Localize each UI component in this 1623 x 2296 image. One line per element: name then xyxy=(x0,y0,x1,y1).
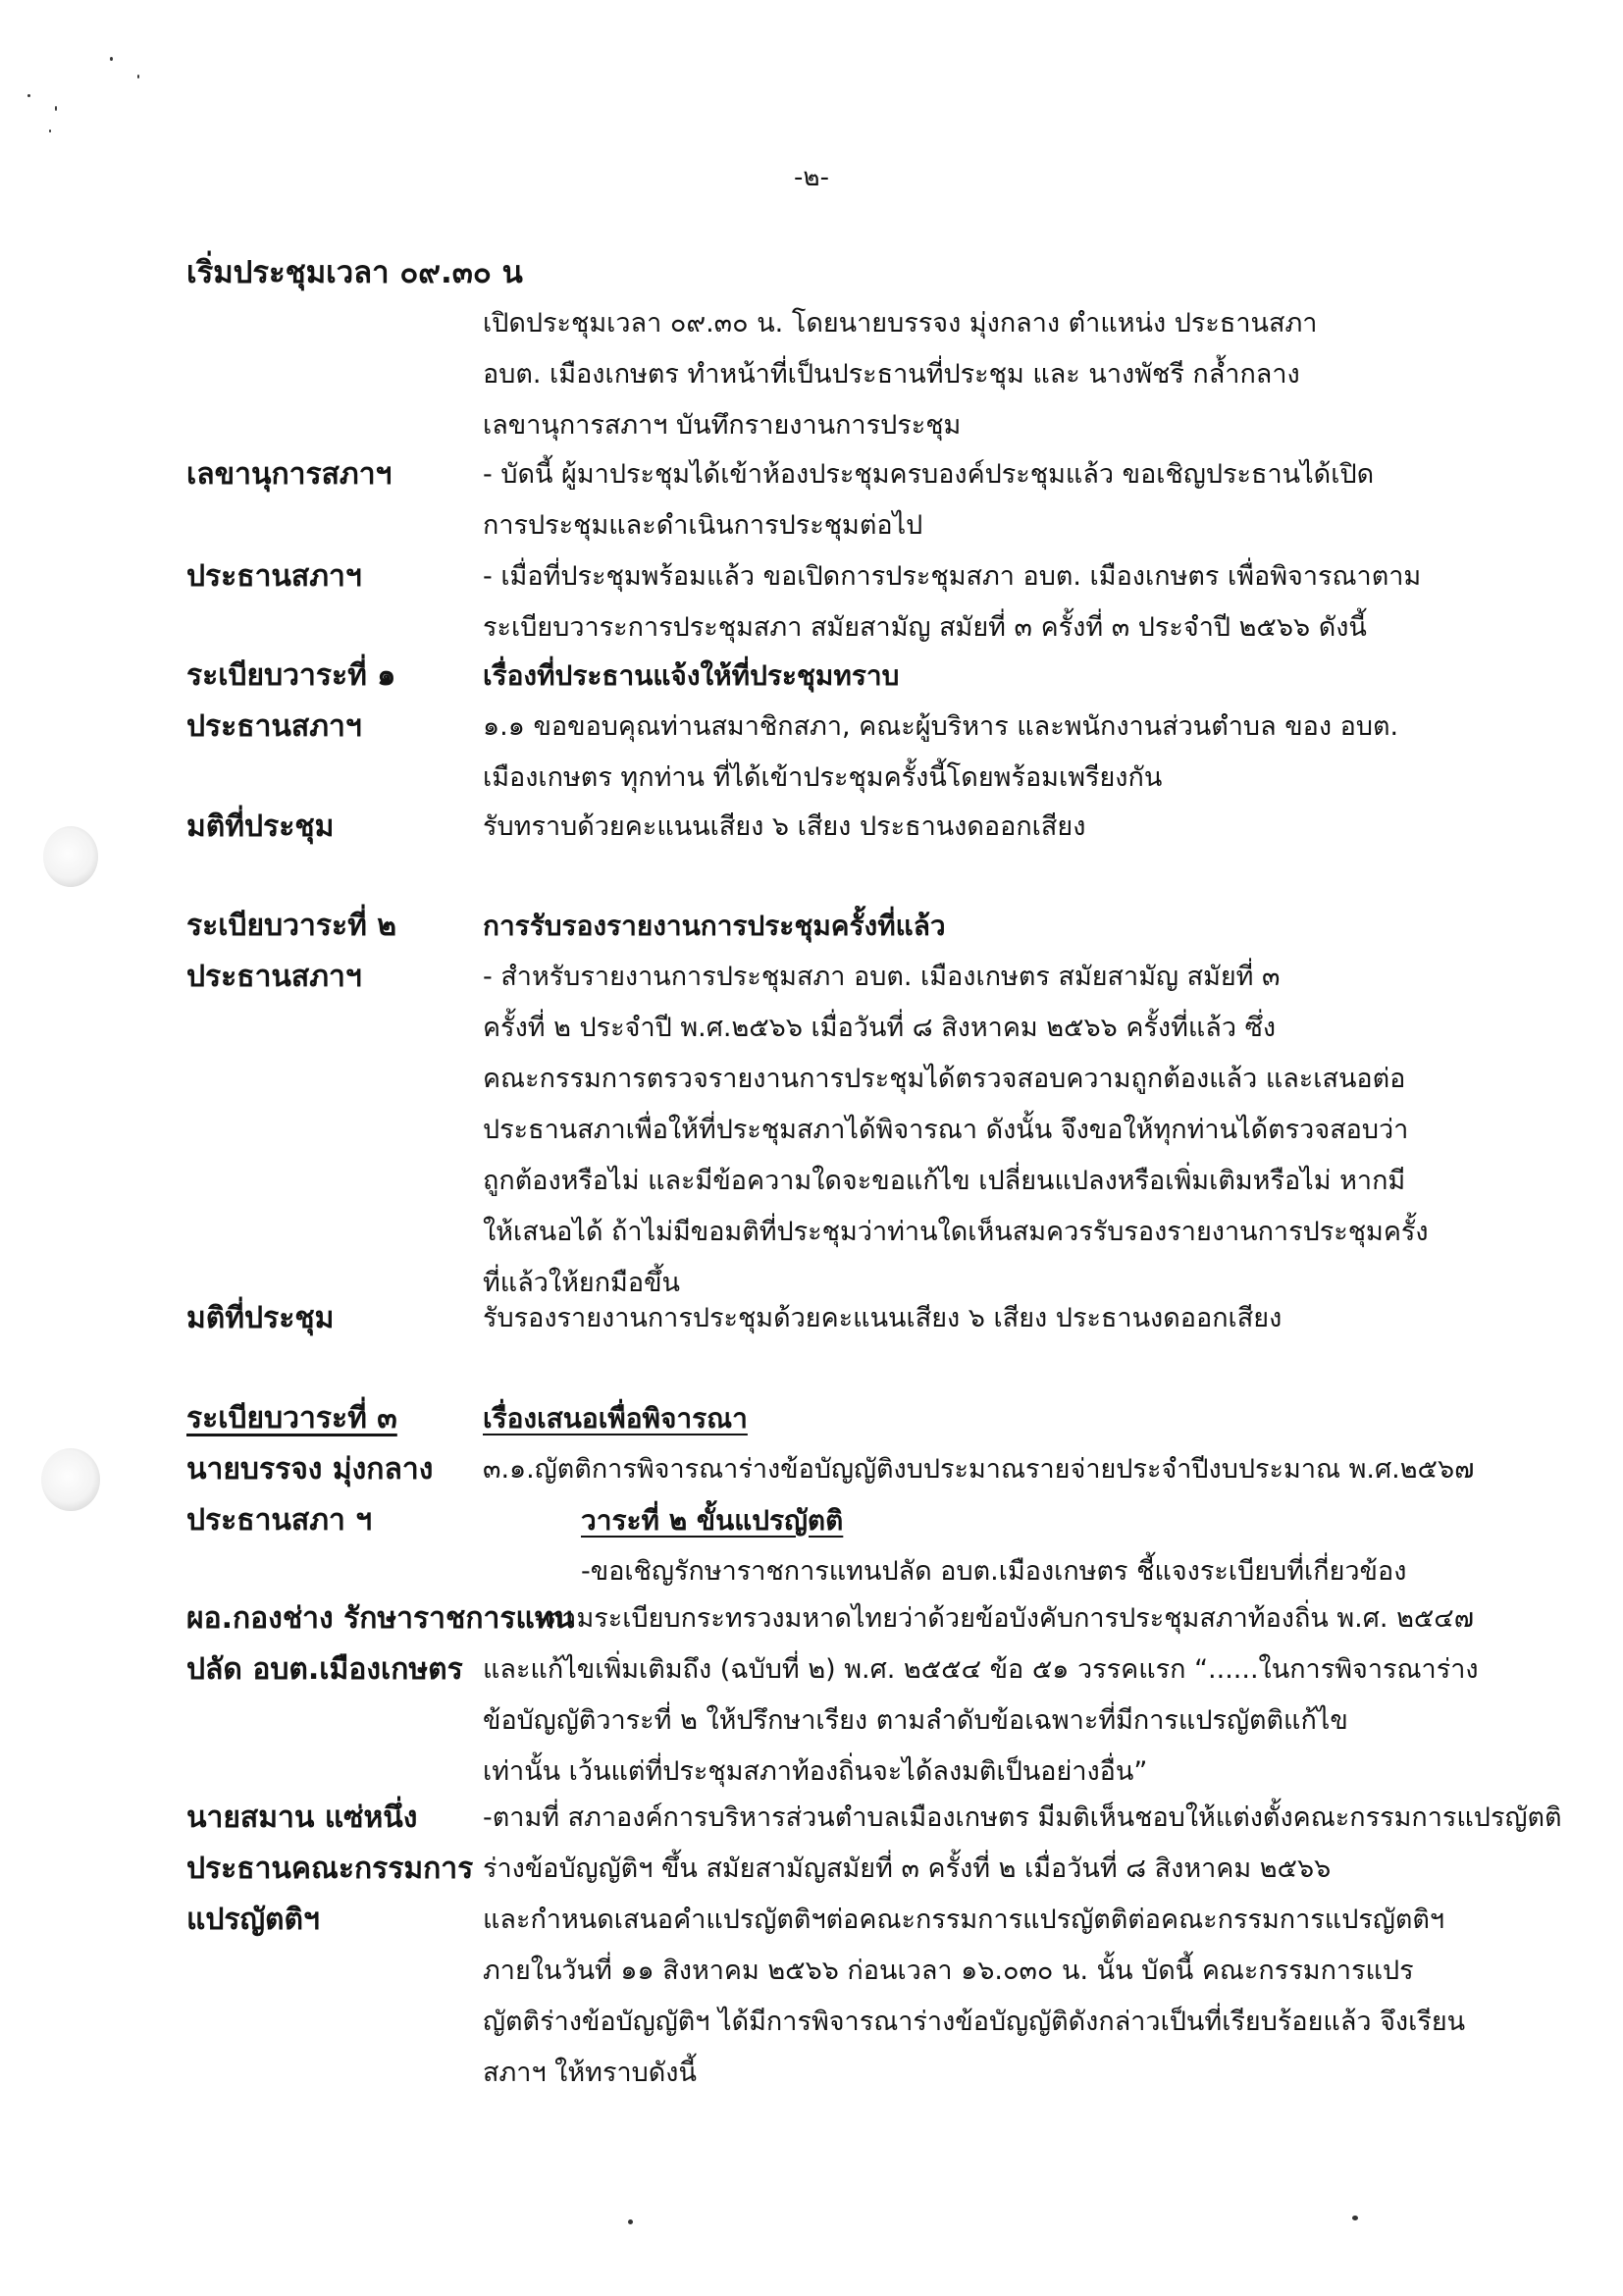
punch-hole xyxy=(43,826,98,887)
body-line: ร่างข้อบัญญัติฯ ขึ้น สมัยสามัญสมัยที่ ๓ ครั้งที่ ๒ เมื่อวันที่ ๘ สิงหาคม ๒๕๖๖ xyxy=(483,1853,1332,1884)
speaker-label: ประธานสภาฯ xyxy=(186,960,362,994)
body-line: เลขานุการสภาฯ บันทึกรายงานการประชุม xyxy=(483,410,962,441)
speaker-label: เลขานุการสภาฯ xyxy=(186,457,393,492)
agenda-label: ระเบียบวาระที่ ๑ xyxy=(186,658,396,693)
block-body xyxy=(483,901,1449,1309)
resolution-label: มติที่ประชุม xyxy=(186,1301,335,1335)
agenda-heading: เรื่องที่ประธานแจ้งให้ที่ประชุมทราบ xyxy=(483,659,900,692)
block-body xyxy=(483,651,1449,804)
speaker-label: ผอ.กองช่าง รักษาราชการแทน xyxy=(186,1601,575,1636)
body-line: ระเบียบวาระการประชุมสภา สมัยสามัญ สมัยที่ ๓ ครั้งที่ ๓ ประจำปี ๒๕๖๖ ดังนี้ xyxy=(483,612,1367,643)
body-line: ประธานสภาเพื่อให้ที่ประชุมสภาได้พิจารณา ดังนั้น จึงขอให้ทุกท่านได้ตรวจสอบว่า xyxy=(483,1115,1409,1145)
body-line: ๓.๑.ญัตติการพิจารณาร่างข้อบัญญัติงบประมาณรายจ่ายประจำปีงบประมาณ พ.ศ.๒๕๖๗ xyxy=(483,1454,1475,1485)
scan-speck xyxy=(55,106,57,111)
agenda-label: ระเบียบวาระที่ ๓ xyxy=(186,1401,397,1435)
scan-speck xyxy=(110,57,113,61)
body-line: การประชุมและดำเนินการประชุมต่อไป xyxy=(483,510,923,541)
block-body xyxy=(483,1593,1479,1798)
body-line: สภาฯ ให้ทราบดังนี้ xyxy=(483,2058,697,2088)
block-body xyxy=(483,1293,1449,1344)
body-line: ครั้งที่ ๒ ประจำปี พ.ศ.๒๕๖๖ เมื่อวันที่ ๘ สิงหาคม ๒๕๖๖ ครั้งที่แล้ว ซึ่ง xyxy=(483,1013,1277,1043)
body-line: - เมื่อที่ประชุมพร้อมแล้ว ขอเปิดการประชุมสภา อบต. เมืองเกษตร เพื่อพิจารณาตาม xyxy=(483,561,1422,592)
speaker-title: ประธานคณะกรรมการ xyxy=(186,1852,474,1886)
body-line: ถูกต้องหรือไม่ และมีข้อความใดจะขอแก้ไข เปลี่ยนแปลงหรือเพิ่มเติมหรือไม่ หากมี xyxy=(483,1166,1406,1196)
body-line: และแก้ไขเพิ่มเติมถึง (ฉบับที่ ๒) พ.ศ. ๒๕๕๔ ข้อ ๕๑ วรรคแรก “......ในการพิจารณาร่าง xyxy=(483,1654,1479,1685)
speaker-title: แปรญัตติฯ xyxy=(186,1903,320,1937)
speaker-title: ปลัด อบต.เมืองเกษตร xyxy=(186,1652,463,1687)
body-line: ข้อบัญญัติวาระที่ ๒ ให้ปรึกษาเรียง ตามลำดับข้อเฉพาะที่มีการแปรญัตติแก้ไข xyxy=(483,1705,1348,1736)
body-line: เปิดประชุมเวลา ๐๙.๓๐ น. โดยนายบรรจง มุ่งกลาง ตำแหน่ง ประธานสภา xyxy=(483,308,1318,339)
body-line: รับทราบด้วยคะแนนเสียง ๖ เสียง ประธานงดออกเสียง xyxy=(483,811,1086,842)
block-body xyxy=(483,802,1449,853)
body-line: - บัดนี้ ผู้มาประชุมได้เข้าห้องประชุมครบองค์ประชุมแล้ว ขอเชิญประธานได้เปิด xyxy=(483,459,1375,490)
body-line: เมืองเกษตร ทุกท่าน ที่ได้เข้าประชุมครั้งนี้โดยพร้อมเพรียงกัน xyxy=(483,762,1163,793)
body-line: อบต. เมืองเกษตร ทำหน้าที่เป็นประธานที่ประชุม และ นางพัชรี กล้ำกลาง xyxy=(483,359,1300,390)
body-line: เท่านั้น เว้นแต่ที่ประชุมสภาท้องถิ่นจะได้ลงมติเป็นอย่างอื่น” xyxy=(483,1756,1148,1787)
body-line: ภายในวันที่ ๑๑ สิงหาคม ๒๕๖๖ ก่อนเวลา ๑๖.๐๓๐ น. นั้น บัดนี้ คณะกรรมการแปร xyxy=(483,1956,1414,1986)
scan-speck xyxy=(49,130,51,132)
body-line: ให้เสนอได้ ถ้าไม่มีขอมติที่ประชุมว่าท่านใดเห็นสมควรรับรองรายงานการประชุมครั้ง xyxy=(483,1217,1429,1247)
block-body xyxy=(483,298,1449,451)
scan-speck xyxy=(628,2219,633,2224)
agenda-heading: การรับรองรายงานการประชุมครั้งที่แล้ว xyxy=(483,910,946,942)
body-line: -ตามระเบียบกระทรวงมหาดไทยว่าด้วยข้อบังคับการประชุมสภาท้องถิ่น พ.ศ. ๒๕๔๗ xyxy=(535,1603,1475,1634)
speaker-label: ประธานสภาฯ xyxy=(186,559,362,594)
scan-speck xyxy=(1352,2216,1358,2220)
speaker-label: นายบรรจง มุ่งกลาง xyxy=(186,1452,434,1487)
body-line: ที่แล้วให้ยกมือขึ้น xyxy=(483,1268,680,1298)
scan-speck xyxy=(27,94,30,97)
block-body xyxy=(483,1393,1475,1597)
speaker-label: นายสมาน แซ่หนึ่ง xyxy=(186,1800,418,1835)
speaker-label: ประธานสภาฯ xyxy=(186,709,362,744)
body-line: - สำหรับรายงานการประชุมสภา อบต. เมืองเกษตร สมัยสามัญ สมัยที่ ๓ xyxy=(483,962,1281,992)
body-line: ๑.๑ ขอขอบคุณท่านสมาชิกสภา, คณะผู้บริหาร และพนักงานส่วนตำบล ของ อบต. xyxy=(483,711,1399,742)
body-line: ญัตติร่างข้อบัญญัติฯ ได้มีการพิจารณาร่างข้อบัญญัติดังกล่าวเป็นที่เรียบร้อยแล้ว จึงเรียน xyxy=(483,2007,1466,2037)
body-line: -ตามที่ สภาองค์การบริหารส่วนตำบลเมืองเกษตร มีมติเห็นชอบให้แต่งตั้งคณะกรรมการแปรญัตติ xyxy=(483,1802,1562,1833)
scan-speck xyxy=(137,75,139,78)
agenda-label: ระเบียบวาระที่ ๒ xyxy=(186,909,397,943)
body-line: รับรองรายงานการประชุมด้วยคะแนนเสียง ๖ เสียง ประธานงดออกเสียง xyxy=(483,1303,1283,1333)
block-body xyxy=(483,449,1449,551)
punch-hole xyxy=(41,1448,100,1511)
agenda-subheading: วาระที่ ๒ ขั้นแปรญัตติ xyxy=(581,1504,844,1537)
page-number: -๒- xyxy=(794,163,829,192)
block-body xyxy=(483,551,1449,653)
agenda-heading: เรื่องเสนอเพื่อพิจารณา xyxy=(483,1402,748,1435)
body-line: -ขอเชิญรักษาราชการแทนปลัด อบต.เมืองเกษตร ชี้แจงระเบียบที่เกี่ยวข้อง xyxy=(581,1556,1407,1587)
speaker-title: ประธานสภา ฯ xyxy=(186,1503,373,1538)
body-line: คณะกรรมการตรวจรายงานการประชุมได้ตรวจสอบความถูกต้องแล้ว และเสนอต่อ xyxy=(483,1064,1406,1094)
meeting-start-time: เริ่มประชุมเวลา ๐๙.๓๐ น xyxy=(186,255,523,290)
resolution-label: มติที่ประชุม xyxy=(186,809,335,844)
block-body xyxy=(483,1793,1562,2099)
body-line: และกำหนดเสนอคำแปรญัตติฯต่อคณะกรรมการแปรญัตติต่อคณะกรรมการแปรญัตติฯ xyxy=(483,1905,1445,1935)
